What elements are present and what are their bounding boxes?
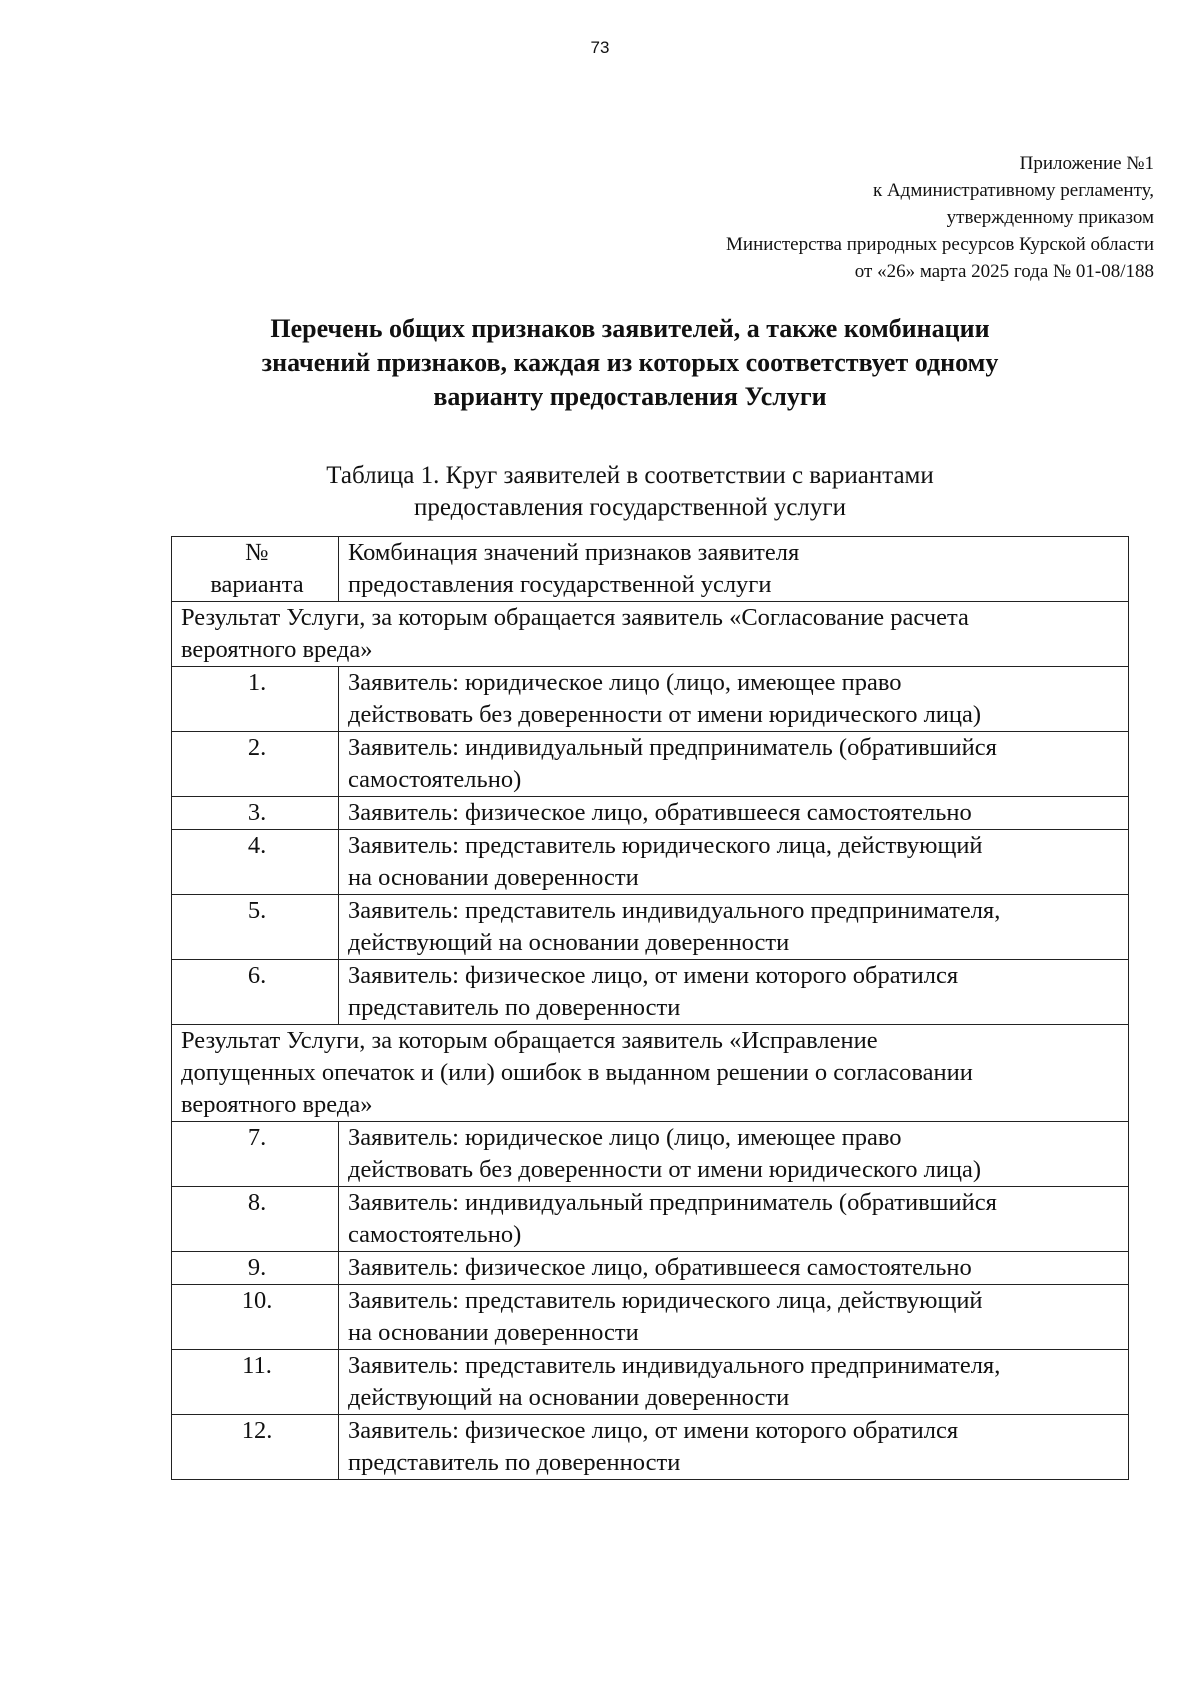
table-body [172,602,1129,1480]
caption-line: Таблица 1. Круг заявителей в соответствии с вариантами [326,462,934,489]
title-line: Перечень общих признаков заявителей, а также комбинации [270,314,990,343]
variant-description-line: Заявитель: представитель индивидуального предпринимателя, [348,897,1001,924]
variant-number: 11. [172,1350,339,1415]
table-header-row [172,537,1129,602]
appendix-line: Министерства природных ресурсов Курской области [726,234,1154,255]
variant-description-line: Заявитель: представитель индивидуального предпринимателя, [348,1352,1001,1379]
variant-description [339,1252,1129,1285]
variant-description [339,960,1129,1025]
variant-description [339,1350,1129,1415]
variant-description-line: Заявитель: индивидуальный предприниматель (обратившийся [348,734,997,761]
variant-description-line: действующий на основании доверенности [348,1384,790,1411]
variant-description-line: самостоятельно) [348,1221,522,1248]
variant-number: 10. [172,1285,339,1350]
variant-number: 12. [172,1415,339,1480]
caption-line: предоставления государственной услуги [413,494,847,521]
variant-number: 4. [172,830,339,895]
variant-description-line: на основании доверенности [348,1319,639,1346]
table-row [172,1350,1129,1415]
variant-description [339,1122,1129,1187]
table-row [172,895,1129,960]
variant-description-line: представитель по доверенности [348,994,681,1021]
variant-description [339,1187,1129,1252]
variant-number: 7. [172,1122,339,1187]
variant-description [339,732,1129,797]
variant-description-line: Заявитель: физическое лицо, обратившееся самостоятельно [348,799,972,826]
document-title [160,312,1100,414]
variants-table [171,536,1129,1480]
table-row [172,1415,1129,1480]
section-title [172,602,1129,667]
table-row [172,1252,1129,1285]
title-line: варианту предоставления Услуги [433,382,827,411]
header-combo-line: Комбинация значений признаков заявителя [348,539,800,566]
table-row [172,732,1129,797]
variant-number: 1. [172,667,339,732]
appendix-line: Приложение №1 [1019,153,1154,174]
variant-description-line: самостоятельно) [348,766,522,793]
appendix-line: от «26» марта 2025 года № 01-08/188 [854,261,1154,282]
variant-description-line: действующий на основании доверенности [348,929,790,956]
variant-description-line: Заявитель: физическое лицо, от имени которого обратился [348,1417,959,1444]
variant-description [339,895,1129,960]
variant-description-line: Заявитель: представитель юридического лица, действующий [348,1287,983,1314]
section-title-line: допущенных опечаток и (или) ошибок в выданном решении о согласовании [181,1059,973,1086]
section-row [172,1025,1129,1122]
header-num-line: № [245,539,269,566]
variant-description [339,830,1129,895]
variant-description-line: Заявитель: юридическое лицо (лицо, имеющее право [348,669,902,696]
variant-description-line: Заявитель: физическое лицо, обратившееся самостоятельно [348,1254,972,1281]
variant-description-line: действовать без доверенности от имени юридического лица) [348,1156,982,1183]
variant-description-line: представитель по доверенности [348,1449,681,1476]
title-line: значений признаков, каждая из которых соответствует одному [261,348,999,377]
table-row [172,797,1129,830]
section-title-line: Результат Услуги, за которым обращается заявитель «Согласование расчета [181,604,969,631]
table-row [172,667,1129,732]
variant-description [339,667,1129,732]
variant-description [339,1285,1129,1350]
appendix-line: утвержденному приказом [946,207,1154,228]
variant-description-line: Заявитель: физическое лицо, от имени которого обратился [348,962,959,989]
variant-number: 5. [172,895,339,960]
table-row [172,1285,1129,1350]
section-row [172,602,1129,667]
table-row [172,1122,1129,1187]
variant-number: 9. [172,1252,339,1285]
variant-description-line: Заявитель: юридическое лицо (лицо, имеющее право [348,1124,902,1151]
section-title-line: вероятного вреда» [181,1091,373,1118]
table-row [172,960,1129,1025]
variant-number: 2. [172,732,339,797]
variant-number: 3. [172,797,339,830]
variant-number: 6. [172,960,339,1025]
variant-description [339,1415,1129,1480]
section-title [172,1025,1129,1122]
section-title-line: Результат Услуги, за которым обращается заявитель «Исправление [181,1027,878,1054]
header-num-line: варианта [210,571,304,598]
page-number: 73 [590,38,610,57]
appendix-line: к Административному регламенту, [872,180,1154,201]
table-row [172,830,1129,895]
header-combination [339,537,1129,602]
variant-number: 8. [172,1187,339,1252]
variant-description-line: Заявитель: индивидуальный предприниматель (обратившийся [348,1189,997,1216]
header-variant-number [172,537,339,602]
variant-description [339,797,1129,830]
variant-description-line: Заявитель: представитель юридического лица, действующий [348,832,983,859]
table-caption [160,460,1100,524]
section-title-line: вероятного вреда» [181,636,373,663]
variant-description-line: на основании доверенности [348,864,639,891]
appendix-header [726,150,1154,285]
table-row [172,1187,1129,1252]
variant-description-line: действовать без доверенности от имени юридического лица) [348,701,982,728]
header-combo-line: предоставления государственной услуги [348,571,772,598]
